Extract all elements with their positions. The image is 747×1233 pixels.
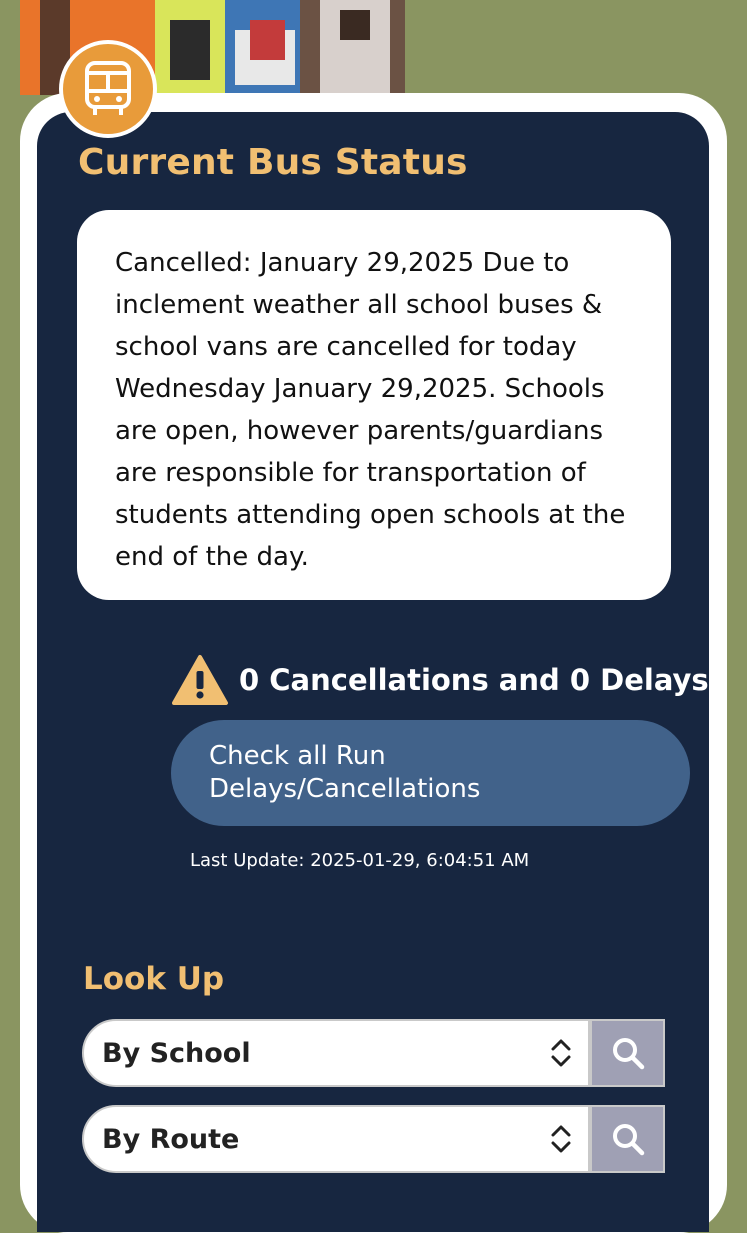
lookup-route-row xyxy=(82,1105,665,1173)
check-button-line2: Delays/Cancellations xyxy=(209,774,481,804)
check-delays-button[interactable] xyxy=(171,720,690,826)
check-button-line1: Check all Run xyxy=(209,741,386,771)
summary-text: 0 Cancellations and 0 Delays xyxy=(239,663,709,697)
status-notice xyxy=(77,210,671,600)
school-select[interactable] xyxy=(82,1019,590,1087)
bus-badge xyxy=(59,40,157,138)
lookup-title: Look Up xyxy=(83,961,225,997)
search-icon xyxy=(611,1036,645,1070)
warning-icon xyxy=(171,654,229,706)
route-select[interactable] xyxy=(82,1105,590,1173)
chevron-up-down-icon xyxy=(550,1036,572,1070)
status-summary xyxy=(171,652,709,708)
last-update: Last Update: 2025-01-29, 6:04:51 AM xyxy=(190,850,530,871)
school-select-value: By School xyxy=(102,1037,251,1069)
page-title: Current Bus Status xyxy=(78,142,468,183)
bus-icon xyxy=(82,59,134,119)
route-search-button[interactable] xyxy=(590,1105,665,1173)
notice-text: Cancelled: January 29,2025 Due to inclement weather all school buses & school vans are cancelled for today Wednesday January 29,2025. Schools are open, however parents/guardians are responsible for transportation of students attending open schools at the end of the day. xyxy=(115,248,626,572)
school-search-button[interactable] xyxy=(590,1019,665,1087)
search-icon xyxy=(611,1122,645,1156)
route-select-value: By Route xyxy=(102,1123,240,1155)
chevron-up-down-icon xyxy=(550,1122,572,1156)
lookup-school-row xyxy=(82,1019,665,1087)
